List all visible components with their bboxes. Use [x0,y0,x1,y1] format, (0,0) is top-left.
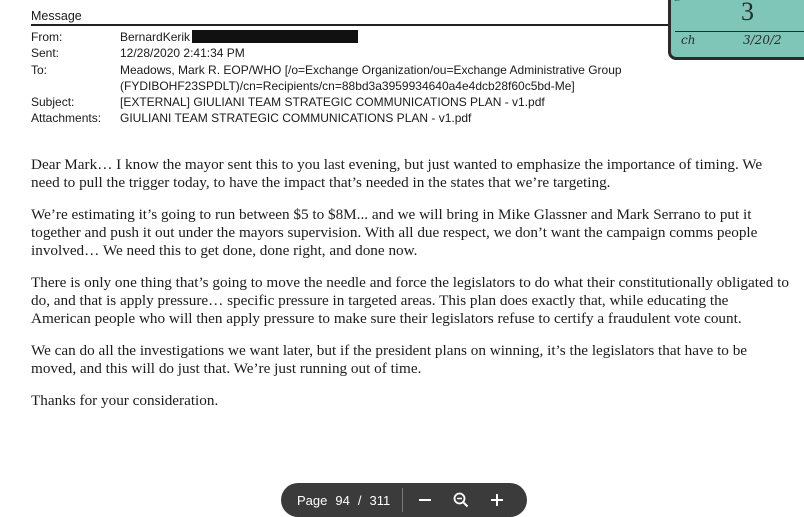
message-header [31,8,671,26]
attachments-row [31,110,671,126]
sticker-date: 3/20/2 [743,33,782,47]
sticker-initials: ch [681,33,696,47]
to-line-2: (FYDIBOHF23SPDLT)/cn=Recipients/cn=88bd3a3959934640a4e4dcb28f60c5bd-Me] [120,78,575,93]
to-line-1: Meadows, Mark R. EOP/WHO [/o=Exchange Organization/ou=Exchange Administrative Group [120,62,622,77]
subject-value: [EXTERNAL] GIULIANI TEAM STRATEGIC COMMUNICATIONS PLAN - v1.pdf [120,95,545,110]
body-paragraph-4: We can do all the investigations we want later, but if the president plans on winning, it’s the legislators that have to be moved, and this will do just that. We’re just running out of time. [31,342,748,377]
message-label: Message [31,9,82,23]
header-rule [31,24,671,26]
to-value [120,62,671,95]
body-paragraph-3: There is only one thing that’s going to move the needle and force the legislators to do what their constitutionally obligated to do, and that is apply pressure… specific pressure in targeted areas. This plan does exactly that, while educating the American people who will then apply pressure to make sure their legislators refuse to certify a fraudulent vote count. [31,274,789,327]
email-fields [31,29,671,127]
redaction-bar [192,30,358,43]
from-name: BernardKerik [120,30,191,44]
page-navigation-toolbar [281,483,527,517]
sticker-divider [675,31,804,32]
zoom-out-button[interactable] [413,488,437,512]
sticker-brand [673,0,682,1]
body-paragraph-2: We’re estimating it’s going to run between $5 to $8M... and we will bring in Mike Glassner and Mark Serrano to put it together and push it out under the mayors supervision. With all due respect, we don’t want the campaign comms people involved… We need this to get done, done right, and done now. [31,206,758,259]
page-separator: / [357,492,362,508]
to-row [31,62,671,95]
subject-row [31,94,671,110]
total-pages: 311 [369,492,391,508]
sent-row [31,45,671,61]
toolbar-divider [402,488,403,512]
page-indicator[interactable] [281,493,390,508]
attachments-label: Attachments: [31,111,102,126]
sticker-number: 3 [741,0,754,26]
exhibit-sticker [668,0,804,60]
body-paragraph-1: Dear Mark… I know the mayor sent this to you last evening, but just wanted to emphasize the importance of timing. We need to pull the trigger today, to have the impact that’s needed in the states that we’re targeting. [31,156,763,191]
subject-label: Subject: [31,95,75,110]
from-row [31,29,671,45]
attachments-value: GIULIANI TEAM STRATEGIC COMMUNICATIONS PLAN - v1.pdf [120,111,472,126]
from-label: From: [31,30,63,44]
sent-label: Sent: [31,46,60,61]
minus-icon [418,493,432,507]
zoom-in-button[interactable] [485,488,509,512]
page-label: Page [297,492,328,508]
zoom-reset-button[interactable] [449,488,473,512]
plus-icon [490,493,504,507]
from-value [120,29,671,45]
current-page-number[interactable]: 94 [335,492,350,508]
to-label: To: [31,62,48,77]
magnifier-icon [453,492,469,508]
email-body [31,156,791,424]
body-paragraph-5: Thanks for your consideration. [31,392,219,409]
sent-value: 12/28/2020 2:41:34 PM [120,46,245,61]
